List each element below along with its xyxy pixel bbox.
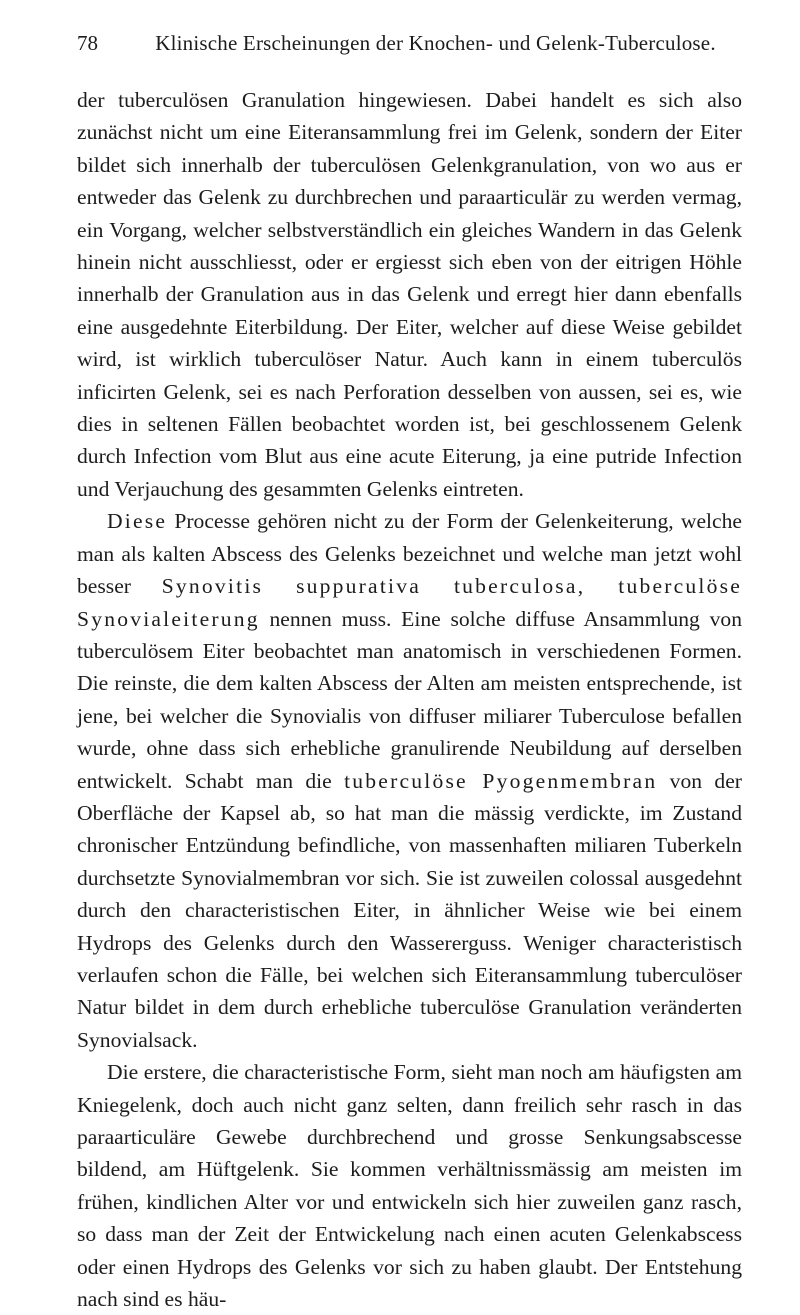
body-text bbox=[77, 84, 742, 1315]
paragraph-text: von der Oberfläche der Kapsel ab, so hat man die mässig verdickte, im Zustand chronischer Entzündung befindliche, von massenhaften miliaren Tuberkeln durchsetzte Synovialmembran vor sich. Sie ist zuweilen colossal ausgedehnt durch den characteristischen Eiter, in ähnlicher Weise wie bei einem Hydrops des Gelenks durch den Wassererguss. Weniger characteristisch verlaufen schon die Fälle, bei welchen sich Eiteransammlung tuberculöser Natur bildet in dem durch erhebliche tuberculöse Granulation veränderten Synovialsack. bbox=[77, 768, 742, 1052]
paragraph-text: Processe gehören nicht zu der Form der Gelenkeiterung, welche man als kalten Abscess des Gelenks bezeichnet und welche man jetzt wohl besser bbox=[77, 509, 742, 599]
page-number: 78 bbox=[77, 31, 98, 55]
paragraph-1: der tuberculösen Granulation hingewiesen. Dabei handelt es sich also zunächst nicht um eine Eiteransammlung frei im Gelenk, sondern der Eiter bildet sich innerhalb der tuberculösen Gelenkgranulation, von wo aus er entweder das Gelenk zu durchbrechen und paraarticulär zu werden vermag, ein Vorgang, welcher selbstverständlich ein gleiches Wandern in das Gelenk hinein nicht ausschliesst, oder er ergiesst sich eben von der eitrigen Höhle innerhalb der Granulation aus in das Gelenk und erregt hier dann ebenfalls eine ausgedehnte Eiterbildung. Der Eiter, welcher auf diese Weise gebildet wird, ist wirklich tuberculöser Natur. Auch kann in einem tuberculös inficirten Gelenk, sei es nach Perforation desselben von aussen, sei es, wie dies in seltenen Fällen beobachtet worden ist, bei geschlossenem Gelenk durch Infection vom Blut aus eine acute Eiterung, ja eine putride Infection und Verjauchung des gesammten Gelenks eintreten. bbox=[77, 88, 742, 501]
page-header bbox=[77, 30, 742, 56]
paragraph-2 bbox=[77, 505, 742, 1056]
spaced-term: Synovitis suppurativa tuberculosa, tuberculöse Synovialeiterung bbox=[77, 574, 742, 631]
running-head: Klinische Erscheinungen der Knochen- und Gelenk-Tuberculose. bbox=[155, 31, 716, 55]
spaced-term: tuberculöse Pyogenmembran bbox=[344, 768, 658, 793]
spaced-emphasis: Diese bbox=[107, 509, 168, 534]
paragraph-text: nennen muss. Eine solche diffuse Ansammlung von tuberculösem Eiter beobachtet man anatomisch in verschiedenen Formen. Die reinste, die dem kalten Abscess der Alten am meisten entsprechende, ist jene, bei welcher die Synovialis von diffuser miliarer Tuberculose befallen wurde, ohne dass sich erhebliche granulirende Neubildung auf derselben entwickelt. Schabt man die bbox=[77, 606, 742, 793]
paragraph-3: Die erstere, die characteristische Form, sieht man noch am häufigsten am Kniegelenk, doch auch nicht ganz selten, dann freilich sehr rasch in das paraarticuläre Gewebe durchbrechend und grosse Senkungsabscesse bildend, am Hüftgelenk. Sie kommen verhältnissmässig am meisten im frühen, kindlichen Alter vor und entwickeln sich hier zuweilen ganz rasch, so dass man der Zeit der Entwickelung nach einen acuten Gelenkabscess oder einen Hydrops des Gelenks vor sich zu haben glaubt. Der Entstehung nach sind es häu- bbox=[77, 1060, 742, 1312]
